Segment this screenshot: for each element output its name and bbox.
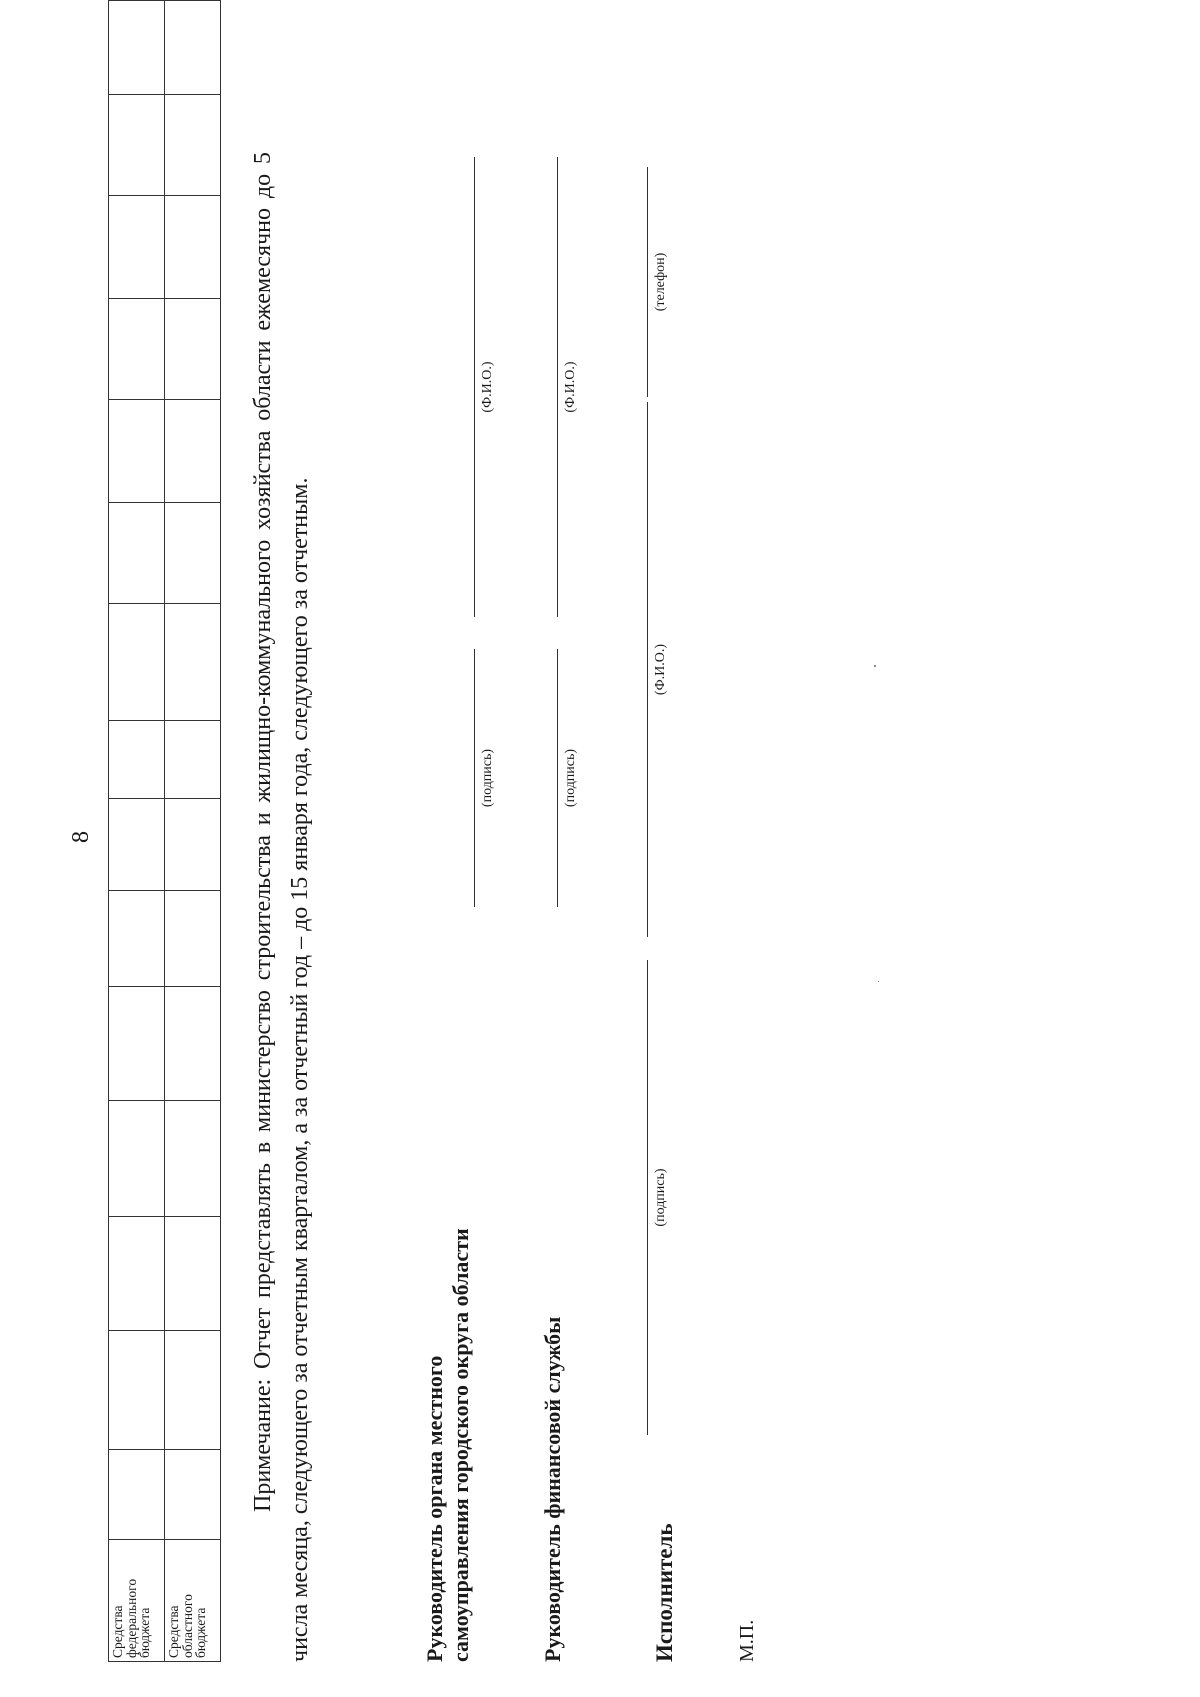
table-cell xyxy=(165,1450,221,1540)
table-cell xyxy=(109,1450,165,1540)
row-label-regional: Средства областного бюджета xyxy=(165,1540,221,1662)
table-cell xyxy=(165,502,221,604)
table-cell xyxy=(109,1216,165,1330)
table-cell xyxy=(165,1216,221,1330)
table-cell xyxy=(165,798,221,890)
executor-name-caption: (Ф.И.О.) xyxy=(653,643,668,696)
table-cell xyxy=(165,399,221,502)
executor-phone-line xyxy=(647,167,648,397)
table-cell xyxy=(165,95,221,196)
scan-speck xyxy=(874,665,876,667)
scan-speck xyxy=(878,981,879,982)
table-cell xyxy=(165,604,221,721)
head-fin-title: Руководитель финансовой службы xyxy=(540,1316,565,1662)
table-cell xyxy=(165,987,221,1100)
table-cell xyxy=(109,604,165,721)
table-cell xyxy=(109,798,165,890)
table-cell xyxy=(165,195,221,299)
table-row xyxy=(165,1,221,1662)
table-cell xyxy=(109,1331,165,1450)
table-cell xyxy=(165,1100,221,1216)
head-org-signature-caption: (подпись) xyxy=(480,748,495,808)
executor-name-line xyxy=(647,402,648,937)
table-cell xyxy=(109,95,165,196)
table-cell xyxy=(109,1100,165,1216)
head-fin-signature-line xyxy=(557,649,558,907)
page-number: 8 xyxy=(68,831,94,843)
head-fin-signature-caption: (подпись) xyxy=(563,748,578,808)
head-org-name-caption: (Ф.И.О.) xyxy=(480,361,495,413)
table-cell xyxy=(109,299,165,400)
table-cell xyxy=(109,1,165,95)
head-org-name-line xyxy=(474,157,475,617)
head-org-title: Руководитель органа местного самоуправления городского округа области xyxy=(422,1228,473,1662)
table-cell xyxy=(165,299,221,400)
head-org-signature-line xyxy=(474,649,475,907)
table-cell xyxy=(165,1331,221,1450)
table-cell xyxy=(109,721,165,798)
executor-signature-line xyxy=(647,960,648,1435)
executor-signature-caption: (подпись) xyxy=(653,1168,668,1227)
table-cell xyxy=(109,502,165,604)
head-fin-name-line xyxy=(557,157,558,617)
row-label-federal: Средства федерального бюджета xyxy=(109,1540,165,1662)
budget-table xyxy=(108,0,221,1662)
executor-phone-caption: (телефон) xyxy=(653,252,668,312)
note-paragraph: Примечание: Отчет представлять в министерство строительства и жилищно-коммунального хозяйства области ежемесячно до 5 числа месяца, следующего за отчетным кварталом, а за отчетный год – до 15 января года, следующего за отчетным. xyxy=(250,152,313,1662)
table-cell xyxy=(109,195,165,299)
table-cell xyxy=(109,890,165,987)
executor-title: Исполнитель xyxy=(652,1523,677,1662)
table-cell xyxy=(165,1,221,95)
stamp-placeholder-label: М.П. xyxy=(736,1619,758,1662)
table-cell xyxy=(109,399,165,502)
table-cell xyxy=(165,721,221,798)
table-cell xyxy=(165,890,221,987)
head-fin-name-caption: (Ф.И.О.) xyxy=(563,361,578,413)
table-row xyxy=(109,1,165,1662)
table-cell xyxy=(109,987,165,1100)
